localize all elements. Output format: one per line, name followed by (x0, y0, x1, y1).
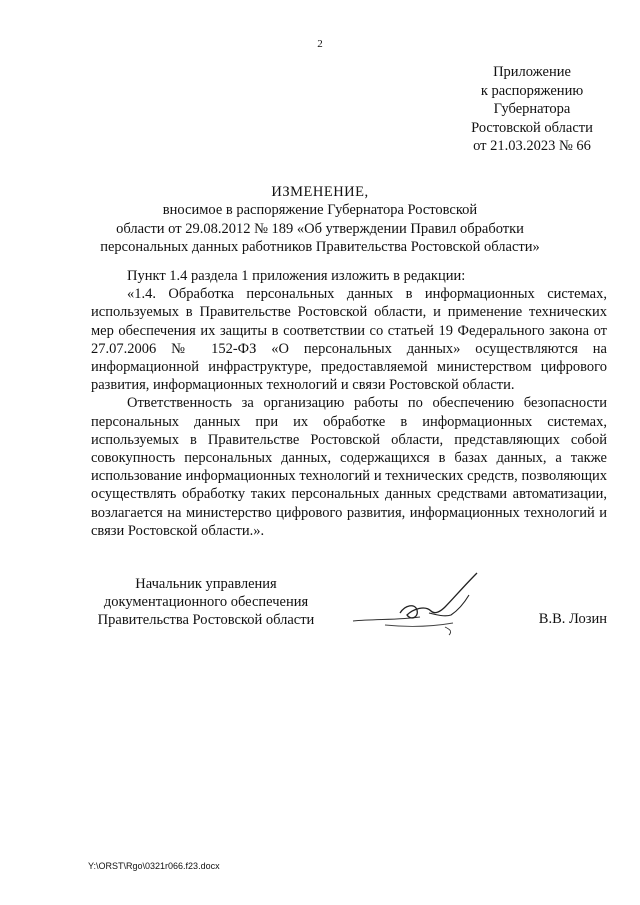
title-line: вносимое в распоряжение Губернатора Ростовской (162, 202, 478, 219)
signatory-title (91, 575, 321, 630)
appendix-block (367, 63, 607, 156)
appendix-line: Губернатора (493, 101, 571, 117)
appendix-line: от 21.03.2023 № 66 (473, 138, 591, 154)
appendix-line: Приложение (493, 64, 571, 80)
signatory-line: Начальник управления (135, 576, 277, 592)
signatory-line: документационного обеспечения (103, 594, 309, 611)
title-heading: ИЗМЕНЕНИЕ, (271, 184, 369, 200)
signatory-name: В.В. Лозин (538, 611, 607, 627)
document-body (91, 267, 607, 540)
appendix-line: к распоряжению (480, 82, 584, 99)
signatory-line: Правительства Ростовской области (97, 612, 315, 629)
handwritten-signature (345, 565, 505, 640)
title-line: персональных данных работников Правительства Ростовской области» (100, 238, 540, 255)
body-paragraph-2: Ответственность за организацию работы по обеспечению безопасности персональных данных при их обработке в информационных системах, используемых в Правительстве Ростовской области, представляющих собой совокупность персональных данных, содержащихся в базах данных, а также использование информационных технологий и технических средств, позволяющих осуществлять обработку таких персональных данных средствами автоматизации, возлагается на министерство цифрового развития, информационных технологий и связи Ростовской области.». (91, 395, 607, 539)
page-number: 2 (317, 38, 323, 50)
title-line: области от 29.08.2012 № 189 «Об утверждении Правил обработки (116, 220, 524, 237)
document-title (0, 183, 640, 256)
body-intro: Пункт 1.4 раздела 1 приложения изложить в редакции: (127, 268, 466, 284)
appendix-line: Ростовской области (471, 119, 593, 136)
footer-file-path: Y:\ORST\Rgo\0321r066.f23.docx (88, 861, 220, 871)
body-paragraph-1: «1.4. Обработка персональных данных в информационных системах, используемых в Правительстве Ростовской области, и применение технических мер обеспечения их защиты в соответствии со статьей 19 Федерального закона от 27.07.2006 № 152-ФЗ «О персональных данных» осуществляются на информационной инфраструктуре, предоставляемой министерством цифрового развития, информационных технологий и связи Ростовской области. (91, 286, 607, 394)
